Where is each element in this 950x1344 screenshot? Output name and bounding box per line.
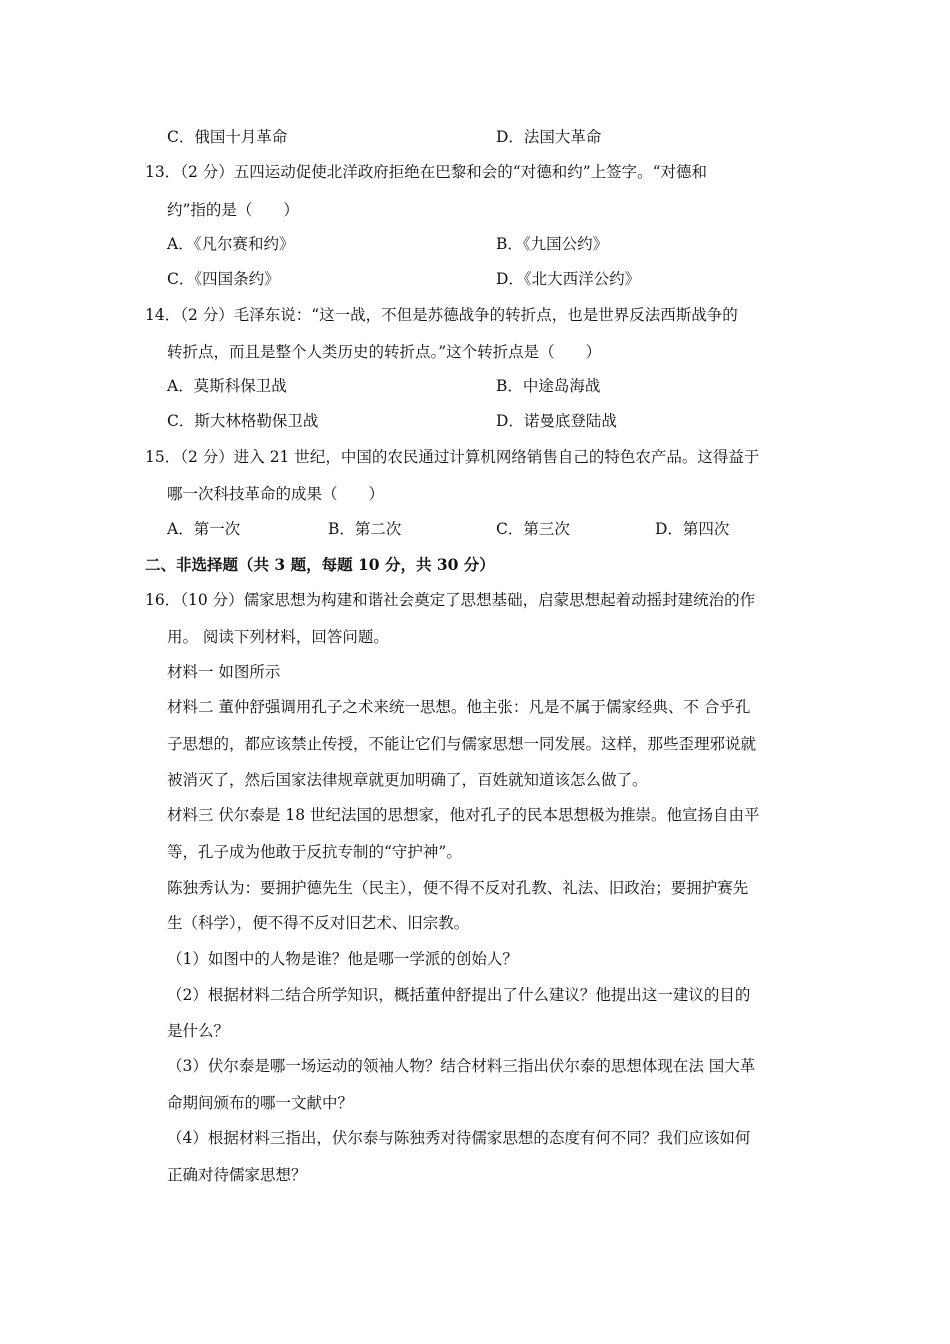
q16-material-2-line2: 子思想的，都应该禁止传授，不能让它们与儒家思想一同发展。这样，那些歪理邪说就	[167, 735, 757, 753]
q16-material-3-line2: 等，孔子成为他敢于反抗专制的“守护神”。	[167, 843, 462, 861]
q16-material-2-line1: 材料二 董仲舒强调用孔子之术来统一思想。他主张：凡是不属于儒家经典、不 合乎孔	[167, 698, 751, 716]
q16-chen-line2: 生（科学），便不得不反对旧艺术、旧宗教。	[167, 914, 470, 932]
q16-subquestion-3-line1: （3）伏尔泰是哪一场运动的领袖人物？结合材料三指出伏尔泰的思想体现在法 国大革	[167, 1057, 756, 1075]
q16-subquestion-1: （1）如图中的人物是谁？他是哪一学派的创始人？	[167, 950, 518, 968]
q16-subquestion-4-line2: 正确对待儒家思想？	[167, 1166, 307, 1184]
q14-stem-line1: 14．（2 分）毛泽东说：“这一战，不但是苏德战争的转折点，也是世界反法西斯战争的	[145, 306, 738, 324]
q15-stem-line2: 哪一次科技革命的成果（ ）	[167, 485, 385, 503]
q14-option-d: D．诺曼底登陆战	[496, 412, 617, 430]
q16-subquestion-3-line2: 命期间颁布的哪一文献中？	[167, 1094, 354, 1112]
q15-option-b: B．第二次	[328, 520, 402, 538]
q14-option-c: C．斯大林格勒保卫战	[167, 412, 319, 430]
q15-option-a: A．第一次	[167, 520, 241, 538]
q16-material-2-line3: 被消灭了，然后国家法律规章就更加明确了，百姓就知道该怎么做了。	[167, 771, 648, 789]
q16-stem-line2: 用。 阅读下列材料，回答问题。	[167, 628, 389, 646]
q16-stem-line1: 16．（10 分）儒家思想为构建和谐社会奠定了思想基础，启蒙思想起着动摇封建统治的作	[145, 591, 756, 609]
q15-stem-line1: 15．（2 分）进入 21 世纪，中国的农民通过计算机网络销售自己的特色农产品。这得益于	[145, 448, 760, 466]
q13-stem-line1: 13．（2 分）五四运动促使北洋政府拒绝在巴黎和会的“对德和约”上签字。“对德和	[145, 163, 708, 181]
q13-option-a: A．《凡尔赛和约》	[167, 235, 295, 253]
q14-stem-line2: 转折点，而且是整个人类历史的转折点。”这个转折点是（ ）	[167, 343, 602, 361]
q13-option-d: D．《北大西洋公约》	[496, 270, 641, 288]
q16-subquestion-2-line1: （2）根据材料二结合所学知识，概括董仲舒提出了什么建议？他提出这一建议的目的	[167, 986, 751, 1004]
q13-option-b: B．《九国公约》	[496, 235, 609, 253]
q12-option-c: C．俄国十月革命	[167, 128, 288, 146]
q13-option-c: C．《四国条约》	[167, 270, 280, 288]
q14-option-b: B．中途岛海战	[496, 377, 601, 395]
q16-material-3-line1: 材料三 伏尔泰是 18 世纪法国的思想家，他对孔子的民本思想极为推崇。他宣扬自由平	[167, 806, 760, 824]
q16-subquestion-4-line1: （4）根据材料三指出，伏尔泰与陈独秀对待儒家思想的态度有何不同？我们应该如何	[167, 1129, 751, 1147]
q12-option-d: D．法国大革命	[496, 128, 602, 146]
q15-option-d: D．第四次	[655, 520, 730, 538]
q16-material-1: 材料一 如图所示	[167, 663, 281, 681]
q14-option-a: A．莫斯科保卫战	[167, 377, 287, 395]
q15-option-c: C．第三次	[496, 520, 570, 538]
q13-stem-line2: 约”指的是（ ）	[167, 201, 299, 219]
q16-subquestion-2-line2: 是什么？	[167, 1022, 230, 1040]
q16-chen-line1: 陈独秀认为：要拥护德先生（民主），便不得不反对孔教、礼法、旧政治；要拥护赛先	[167, 879, 749, 897]
section-heading: 二、非选择题（共 3 题，每题 10 分，共 30 分）	[145, 555, 495, 574]
